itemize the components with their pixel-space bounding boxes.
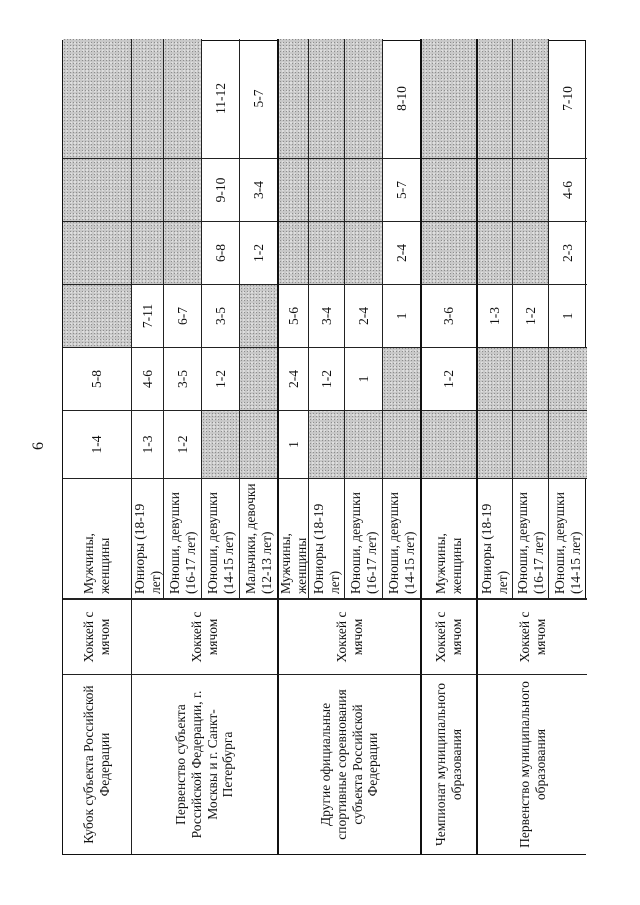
competition-ranking-table xyxy=(62,40,586,855)
place-range-cell: 3-5 xyxy=(202,285,239,348)
place-range-cell: 1-4 xyxy=(63,411,131,479)
sport-name-cell: Хоккей с мячом xyxy=(277,599,420,674)
age-group-cell: Мужчины, женщины xyxy=(63,479,131,599)
sport-name-cell: Хоккей с мячом xyxy=(476,599,587,674)
place-range-cell xyxy=(513,222,548,285)
sport-name-cell: Хоккей с мячом xyxy=(63,599,131,674)
place-range-cell xyxy=(132,159,163,222)
place-range-cell xyxy=(345,411,382,479)
place-range-cell xyxy=(383,411,420,479)
place-range-cell xyxy=(513,39,548,159)
place-range-cell xyxy=(422,39,476,159)
place-range-cell: 5-6 xyxy=(279,285,308,348)
place-range-cell: 2-4 xyxy=(383,222,420,285)
age-group-cell: Юниоры (18-19 лет) xyxy=(478,479,512,599)
place-range-cell xyxy=(240,285,277,348)
competition-name-cell: Первенство субъекта Российской Федерации, г. Москвы и г. Санкт-Петербурга xyxy=(131,674,277,854)
place-range-cell xyxy=(513,159,548,222)
place-range-cell xyxy=(240,348,277,411)
place-range-cell: 1-2 xyxy=(513,285,548,348)
place-range-cell: 3-6 xyxy=(422,285,476,348)
place-range-cell: 1-3 xyxy=(478,285,512,348)
place-range-cell xyxy=(240,411,277,479)
place-range-cell xyxy=(202,411,239,479)
place-range-cell xyxy=(63,39,131,159)
place-range-cell xyxy=(309,39,344,159)
place-range-cell xyxy=(513,411,548,479)
place-range-cell xyxy=(309,411,344,479)
place-range-cell xyxy=(164,39,201,159)
place-range-cell xyxy=(279,39,308,159)
place-range-cell xyxy=(383,348,420,411)
place-range-cell: 6-7 xyxy=(164,285,201,348)
place-range-cell: 9-10 xyxy=(202,159,239,222)
place-range-cell xyxy=(309,222,344,285)
age-group-cell: Юноши, девушки (16-17 лет) xyxy=(164,479,201,599)
place-range-cell xyxy=(478,411,512,479)
place-range-cell: 3-4 xyxy=(240,159,277,222)
place-range-cell: 4-6 xyxy=(549,159,587,222)
place-range-cell xyxy=(279,159,308,222)
place-range-cell: 5-7 xyxy=(240,39,277,159)
place-range-cell xyxy=(422,411,476,479)
place-range-cell xyxy=(345,222,382,285)
place-range-cell: 2-4 xyxy=(345,285,382,348)
page-number: 6 xyxy=(30,442,47,450)
place-range-cell: 5-7 xyxy=(383,159,420,222)
place-range-cell: 2-4 xyxy=(279,348,308,411)
place-range-cell xyxy=(164,222,201,285)
age-group-cell: Мальчики, девочки (12-13 лет) xyxy=(240,479,277,599)
competition-name-cell: Кубок субъекта Российской Федерации xyxy=(63,674,131,854)
competition-name-cell: Первенство муниципального образования xyxy=(476,674,587,854)
competition-name-cell: Другие официальные спортивные соревнования субъекта Российской Федерации xyxy=(277,674,420,854)
sport-name-cell: Хоккей с мячом xyxy=(420,599,476,674)
age-group-cell: Мужчины, женщины xyxy=(279,479,308,599)
place-range-cell: 2-3 xyxy=(549,222,587,285)
place-range-cell: 3-5 xyxy=(164,348,201,411)
place-range-cell: 1 xyxy=(549,285,587,348)
place-range-cell xyxy=(478,39,512,159)
place-range-cell: 8-10 xyxy=(383,39,420,159)
place-range-cell xyxy=(478,159,512,222)
age-group-cell: Юноши, девушки (14-15 лет) xyxy=(549,479,587,599)
place-range-cell: 1 xyxy=(345,348,382,411)
age-group-cell: Юниоры (18-19 лет) xyxy=(309,479,344,599)
place-range-cell xyxy=(345,159,382,222)
sport-name-cell: Хоккей с мячом xyxy=(131,599,277,674)
place-range-cell: 7-10 xyxy=(549,39,587,159)
place-range-cell xyxy=(132,39,163,159)
place-range-cell: 1 xyxy=(383,285,420,348)
place-range-cell: 1 xyxy=(279,411,308,479)
place-range-cell: 5-8 xyxy=(63,348,131,411)
place-range-cell xyxy=(63,285,131,348)
page-number-anchor xyxy=(0,0,10,10)
rotated-table-frame xyxy=(62,40,586,855)
place-range-cell: 1-2 xyxy=(309,348,344,411)
place-range-cell: 1-2 xyxy=(164,411,201,479)
age-group-cell: Мужчины, женщины xyxy=(422,479,476,599)
place-range-cell xyxy=(309,159,344,222)
place-range-cell xyxy=(132,222,163,285)
place-range-cell xyxy=(164,159,201,222)
place-range-cell xyxy=(63,159,131,222)
place-range-cell: 11-12 xyxy=(202,39,239,159)
place-range-cell: 1-2 xyxy=(422,348,476,411)
place-range-cell xyxy=(422,159,476,222)
place-range-cell: 3-4 xyxy=(309,285,344,348)
place-range-cell xyxy=(513,348,548,411)
competition-name-cell: Чемпионат муниципального образования xyxy=(420,674,476,854)
age-group-cell: Юноши, девушки (16-17 лет) xyxy=(513,479,548,599)
age-group-cell: Юноши, девушки (16-17 лет) xyxy=(345,479,382,599)
place-range-cell xyxy=(549,348,587,411)
place-range-cell xyxy=(478,222,512,285)
place-range-cell: 1-2 xyxy=(202,348,239,411)
age-group-cell: Юноши, девушки (14-15 лет) xyxy=(202,479,239,599)
place-range-cell xyxy=(422,222,476,285)
place-range-cell xyxy=(279,222,308,285)
place-range-cell xyxy=(478,348,512,411)
age-group-cell: Юниоры (18-19 лет) xyxy=(132,479,163,599)
place-range-cell: 4-6 xyxy=(132,348,163,411)
place-range-cell: 7-11 xyxy=(132,285,163,348)
place-range-cell xyxy=(345,39,382,159)
place-range-cell xyxy=(549,411,587,479)
place-range-cell xyxy=(63,222,131,285)
age-group-cell: Юноши, девушки (14-15 лет) xyxy=(383,479,420,599)
place-range-cell: 1-3 xyxy=(132,411,163,479)
place-range-cell: 1-2 xyxy=(240,222,277,285)
place-range-cell: 6-8 xyxy=(202,222,239,285)
